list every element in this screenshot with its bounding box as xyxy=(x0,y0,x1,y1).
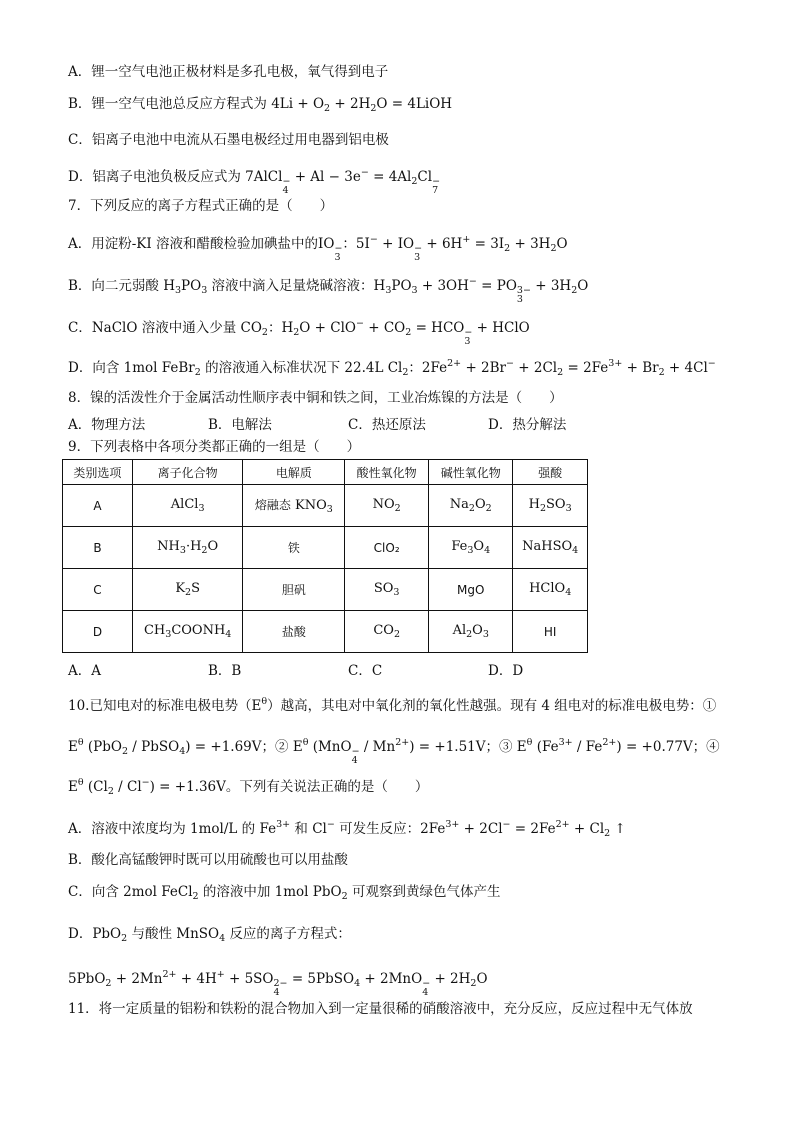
table-header: 离子化合物 xyxy=(132,460,243,485)
q11-stem: 11．将一定质量的铝粉和铁粉的混合物加入到一定量很稀的硝酸溶液中，充分反应，反应过程中无气体放 xyxy=(68,1001,693,1017)
q8-option-a: A．物理方法 xyxy=(68,417,146,433)
row-label: C xyxy=(63,569,133,611)
q9-option-d: D．D xyxy=(488,663,524,679)
q10-stem-line1: 10.已知电对的标准电极电势$(E^\theta)$越高，其电对中氧化剂的氧化性越强。现有 4 组电对的标准电极电势：① xyxy=(68,696,717,714)
table-cell: $NH_3\cdot H_2O$ xyxy=(132,527,243,569)
table-cell: $K_2S$ xyxy=(132,569,243,611)
q10-option-a: A．溶液中浓度均为 1mol/L 的 $Fe^{3+}$ 和 Cl− 可发生反应：$2Fe^{3+} + 2Cl^- = 2Fe^{2+} + Cl_2$ ↑ xyxy=(68,819,626,839)
q8-stem: 8．镍的活泼性介于金属活动性顺序表中铜和铁之间，工业冶炼镍的方法是（ ） xyxy=(68,390,563,406)
q9-option-c: C．C xyxy=(348,663,383,679)
q10-stem-line2: $E^\theta$ (PbO$_2$ / PbSO$_4$) = +1.69V；② $E^\theta$ (MnO − 4 / $Mn^{2+}) = +1.51V$；③ $E^\theta$ $(Fe^{3+} / Fe^{2+}) = +0.77V$；④ xyxy=(68,737,720,766)
row-label: B xyxy=(63,527,133,569)
q8-option-c: C．热还原法 xyxy=(348,417,426,433)
q6-option-c: C．铝离子电池中电流从石墨电极经过用电器到铝电极 xyxy=(68,132,389,148)
table-header: 碱性氧化物 xyxy=(429,460,513,485)
q9-stem: 9．下列表格中各项分类都正确的一组是（ ） xyxy=(68,439,361,455)
q7-option-d: D．向含 1mol FeBr$_2$ 的溶液通入标准状况下 22.4L $Cl_2$：$2Fe^{2+} + 2Br^- + 2Cl_2 = 2Fe^{3+} + Br_2 + 4Cl^-$ xyxy=(68,358,716,378)
table-cell: $CO_2$ xyxy=(345,611,429,653)
q10-equation: $5PbO_2 + 2Mn^{2+} + 4H^+ + 5SO$ 2− 4 = 5PbSO$_4$ + 2MnO − 4 + $2H_2O$ xyxy=(68,969,488,998)
q10-option-c: C．向含 2mol FeCl$_2$ 的溶液中加 1mol PbO$_2$ 可观察到黄绿色气体产生 xyxy=(68,884,501,902)
table-row xyxy=(63,527,588,569)
table-cell: $Al_2O_3$ xyxy=(429,611,513,653)
table-cell: AlCl$_3$ xyxy=(132,485,243,527)
table-cell: $SO_3$ xyxy=(345,569,429,611)
table-cell: HI xyxy=(513,611,588,653)
q10-option-b: B．酸化高锰酸钾时既可以用硫酸也可以用盐酸 xyxy=(68,852,348,868)
table-cell: 盐酸 xyxy=(243,611,345,653)
table-header: 酸性氧化物 xyxy=(345,460,429,485)
table-cell: HClO$_4$ xyxy=(513,569,588,611)
q10-option-d: D．PbO$_2$ 与酸性 MnSO$_4$ 反应的离子方程式： xyxy=(68,926,351,944)
q6-option-b: B．锂一空气电池总反应方程式为 $4Li + O_2 + 2H_2O$ = 4LiOH xyxy=(68,96,453,114)
classification-table xyxy=(62,459,588,653)
table-cell: $CH_3COONH_4$ xyxy=(132,611,243,653)
table-header: 强酸 xyxy=(513,460,588,485)
table-row xyxy=(63,611,588,653)
table-cell: 胆矾 xyxy=(243,569,345,611)
table-header: 电解质 xyxy=(243,460,345,485)
table-cell: $Na_2O_2$ xyxy=(429,485,513,527)
table-cell: 熔融态 $KNO_3$ xyxy=(243,485,345,527)
q8-option-b: B．电解法 xyxy=(208,417,272,433)
table-row xyxy=(63,485,588,527)
q7-option-b: B．向二元弱酸 $H_3PO_3$ 溶液中滴入足量烧碱溶液：$H_3PO_3 + 3OH^-$ = PO 3− 3 + $3H_2O$ xyxy=(68,276,589,305)
table-cell: NaHSO$_4$ xyxy=(513,527,588,569)
table-cell: MgO xyxy=(429,569,513,611)
table-header-row xyxy=(63,460,588,485)
table-cell: ClO₂ xyxy=(345,527,429,569)
q9-option-a: A．A xyxy=(68,663,101,679)
q7-stem: 7．下列反应的离子方程式正确的是（ ） xyxy=(68,198,334,214)
q7-option-a: A．用淀粉-KI 溶液和醋酸检验加碘盐中的IO − 3 ：5I− + IO − 3 + $6H^+ = 3I_2 + 3H_2O$ xyxy=(68,234,568,263)
table-cell: 铁 xyxy=(243,527,345,569)
q7-option-c: C．NaClO 溶液中通入少量 $CO_2$：$H_2O + ClO^- + CO_2$ = HCO − 3 + HClO xyxy=(68,318,530,347)
table-cell: $H_2SO_3$ xyxy=(513,485,588,527)
q6-option-d: D．铝离子电池负极反应式为 7AlCl − 4 + $Al - 3e^- = 4Al_2Cl$ − 7 xyxy=(68,167,441,196)
q8-option-d: D．热分解法 xyxy=(488,417,567,433)
q9-option-b: B．B xyxy=(208,663,242,679)
row-label: A xyxy=(63,485,133,527)
table-cell: $Fe_3O_4$ xyxy=(429,527,513,569)
table-row xyxy=(63,569,588,611)
row-label: D xyxy=(63,611,133,653)
q9-options xyxy=(68,659,628,679)
q10-stem-line3: $E^\theta$ $(Cl_2 / Cl^-) = +1.36V$。下列有关说法正确的是（ ） xyxy=(68,777,429,797)
q8-options xyxy=(68,413,628,433)
q6-option-a: A．锂一空气电池正极材料是多孔电极，氧气得到电子 xyxy=(68,64,389,80)
table-header: 类别选项 xyxy=(63,460,133,485)
table-cell: $NO_2$ xyxy=(345,485,429,527)
